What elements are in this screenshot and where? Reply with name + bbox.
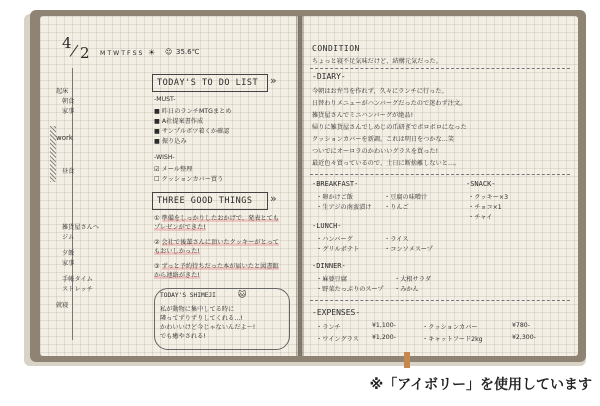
todo-item: ■ A社提案書作成 [154,118,204,125]
breakfast-text: 生アジの南蛮漬け [322,204,372,211]
todo-text: サンプルボツ着くか確認 [161,128,230,135]
wish-item: ☑ メール整理 [154,166,193,173]
dinner-item: ・大根サラダ [394,276,432,283]
lunch-text: コンソメスープ [390,246,433,253]
timeline-item: 夕飯 [62,250,75,257]
breakfast-text: 豆腐の味噌汁 [390,194,428,201]
diary-line: 雑貨屋さんでミニハンバーグが絶品! [312,112,414,119]
expense-text: ランチ [322,324,341,331]
good-thing-text: ずっと予約待ちだった本が届いたと図書館から連絡がきた! [154,263,279,279]
expense-text: ワイングラス [322,336,359,343]
date-day: 2 [80,44,90,62]
weekday-thu: T [121,50,126,57]
expenses-title: -EXPENSES- [312,308,361,317]
timeline-item: 起床 [56,88,69,95]
lunch-item: ・グリルポテト [316,246,360,253]
dinner-text: 麻婆豆腐 [322,276,347,283]
shimeji-line: でも癒やされる! [160,333,206,340]
good-thing-item: ② 会社で後輩さんに頂いたクッキーがとってもおいしかった! [154,239,279,255]
timeline-item: work [56,134,73,142]
breakfast-title: -BREAKFAST- [312,180,359,188]
weekday-wed: W [113,50,120,57]
weekday-sat: S [132,50,137,57]
snack-text: クッキー×3 [474,194,509,201]
todo-item: ■ 昨日のランチMTGまとめ [154,108,232,115]
timeline-item: 手帳タイム [62,276,93,283]
wish-label: -WISH- [154,154,175,161]
lunch-text: グリルポテト [322,246,360,253]
snack-item: ・チョコ×1 [468,204,502,211]
timeline-item: ジム [62,234,75,241]
timeline-item: 朝食 [62,98,75,105]
breakfast-item: ・豆腐の味噌汁 [384,194,428,201]
shimeji-line: 私が動物に集中してる時に [160,306,235,313]
snack-text: チョコ×1 [474,204,502,211]
wish-item: ☐ クッションカバー買う [154,176,224,183]
sun-icon: ☀ [148,48,156,57]
good-thing-text: 会社で後輩さんに頂いたクッキーがとってもおいしかった! [154,239,279,255]
lunch-title: -LUNCH- [312,222,342,230]
breakfast-text: 卵かけご飯 [322,194,354,201]
breakfast-text: りんご [390,204,409,211]
breakfast-item: ・生アジの南蛮漬け [316,204,372,211]
timeline-item: ストレッチ [62,286,93,293]
weekday-tue: T [107,50,112,57]
todo-heading: TODAY'S TO DO LIST [152,74,268,92]
shimeji-line: 隣ってずりずりしてくれる…! [160,315,243,322]
timeline-item: 就寝 [56,302,69,309]
expense-amount: ¥1,200- [372,334,396,341]
expense-item: ・ワイングラス [316,336,359,343]
temperature-icon: ☺ [165,48,173,56]
expense-amount: ¥2,300- [512,334,536,341]
lunch-item: ・ハンバーグ [316,236,353,243]
expense-text: キャットフード2kg [428,336,483,343]
condition-title: CONDITION [312,44,360,53]
cat-icon: 🐱 [238,290,247,299]
good-things-heading: THREE GOOD THINGS [152,192,268,210]
timeline-item: 雑貨屋さんへ [62,224,100,231]
todo-text: A社提案書作成 [161,118,204,125]
bookmark-ribbon [404,352,410,368]
good-thing-text: 準備をしっかりしたおかげで、発表とてもプレゼンができた! [154,215,279,231]
diary-title: -DIARY- [312,72,346,81]
todo-text: 昨日のランチMTGまとめ [161,108,232,115]
lunch-item: ・コンソメスープ [384,246,433,253]
notebook-spine [296,16,304,356]
chevron-right-icon: » [270,192,277,205]
expense-text: クッションカバー [428,324,478,331]
section-divider [310,300,570,301]
dinner-text: みかん [400,286,419,293]
dinner-text: 大根サラダ [400,276,432,283]
must-label: -MUST- [154,96,176,103]
snack-title: -SNACK- [466,180,496,188]
condition-text: ちょっと寝不足気味だけど、結構元気だった。 [312,58,442,65]
snack-text: チャイ [474,214,493,221]
diary-line: 日替わりメニューがハンバーグだったので迷わず注文。 [312,100,467,107]
snack-item: ・チャイ [468,214,493,221]
weekday-sun: S [138,50,143,57]
temperature: 35.6℃ [176,48,200,56]
expense-item: ・ランチ [316,324,341,331]
lunch-text: ハンバーグ [322,236,353,243]
right-page [302,16,578,356]
timeline-item: 家事 [62,108,75,115]
left-page [40,16,298,356]
timeline-item: 家事 [62,260,75,267]
caption: ※「アイボリー」を使用しています [369,377,592,393]
good-thing-item: ① 準備をしっかりしたおかげで、発表とてもプレゼンができた! [154,215,279,231]
breakfast-item: ・りんご [384,204,409,211]
snack-item: ・クッキー×3 [468,194,509,201]
diary-line: 最近色々買っているので、土日に断捨離しないと…。 [312,160,461,167]
good-thing-item: ③ ずっと予約待ちだった本が届いたと図書館から連絡がきた! [154,263,279,279]
weekday-fri: F [127,50,131,57]
todo-item: ■ サンプルボツ着くか確認 [154,128,230,135]
lunch-item: ・ライス [384,236,409,243]
expense-amount: ¥780- [512,322,530,329]
expense-item: ・キャットフード2kg [422,336,483,343]
expense-item: ・クッションカバー [422,324,478,331]
date-month: 4 [62,34,72,52]
wish-text: クッションカバー買う [161,176,224,183]
timeline-item: 昼食 [62,168,75,175]
section-divider [310,68,570,69]
chevron-right-icon: » [270,74,277,87]
dinner-item: ・みかん [394,286,419,293]
weekday-mon: M [100,50,106,57]
diary-line: ついでにオーロラのかわいいグラスを買った! [312,148,439,155]
todo-item: ■ 振り込み [154,138,187,145]
shimeji-title: TODAY'S SHIMEJI [160,292,216,299]
todo-text: 振り込み [161,138,187,145]
dinner-title: -DINNER- [312,262,346,270]
wish-text: メール整理 [161,166,193,173]
lunch-text: ライス [390,236,409,243]
work-block-hatch [50,126,56,182]
expense-amount: ¥1,100- [372,322,396,329]
breakfast-item: ・卵かけご飯 [316,194,354,201]
shimeji-line: かわいいけど今じゃないんだよ〜! [160,324,256,331]
diary-line: 今朝はお弁当を作れず、久々にランチに行った。 [312,88,448,95]
section-divider [310,174,570,175]
dinner-item: ・野菜たっぷりのスープ [316,286,384,293]
weekday-row [100,50,144,57]
diary-line: クッションカバーを新調。これは明日をつかな…笑 [312,136,455,143]
dinner-text: 野菜たっぷりのスープ [322,286,384,293]
diary-line: 帰りに雑貨屋さんでしめじの爪研ぎでボロボロになった [312,124,467,131]
dinner-item: ・麻婆豆腐 [316,276,347,283]
